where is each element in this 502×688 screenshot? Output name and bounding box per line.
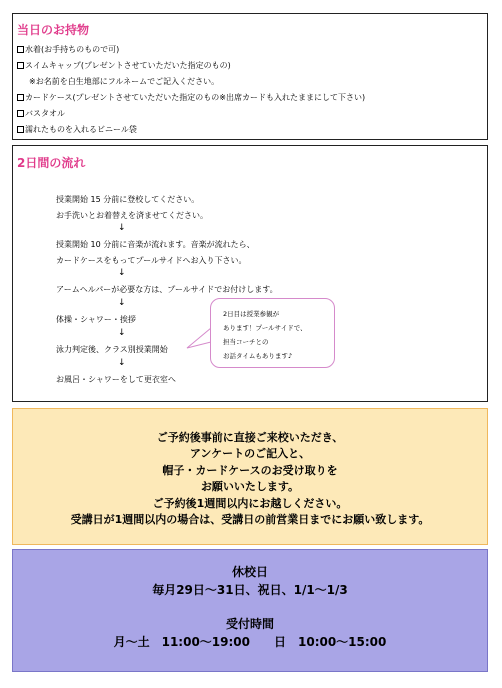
checkbox-icon [17,46,24,53]
flow-step: 泳力判定後、クラス別授業開始 [56,345,168,354]
notice-line: ご予約後事前に直接ご来校いただき、 [156,431,344,444]
belongings-title: 当日のお持物 [17,23,90,37]
notice-line: 受講日が1週間以内の場合は、受講日の前営業日までにお願い致します。 [70,513,430,526]
belongings-item: 濡れたものを入れるビニール袋 [17,124,137,136]
flow-step: カードケースをもってプールサイドへお入り下さい。 [56,256,247,265]
down-arrow-icon: ↓ [118,268,126,278]
belongings-box [12,13,488,140]
down-arrow-icon: ↓ [118,358,126,368]
flow-box [12,145,488,402]
flow-step: お風呂・シャワーをして更衣室へ [56,375,176,384]
belongings-item: 水着(お手持ちのもので可) [17,44,119,56]
checkbox-icon [17,62,24,69]
down-arrow-icon: ↓ [118,328,126,338]
notice-line: ご予約後1週間以内にお越しください。 [152,497,348,510]
flow-step: 授業開始 10 分前に音楽が流れます。音楽が流れたら、 [56,240,255,249]
belongings-item: スイムキャップ(プレゼントさせていただいた指定のもの) [17,60,231,72]
belongings-note: ※お名前を白生地部にフルネームでご記入ください。 [29,77,220,86]
closed-days-text: 毎月29日～31日、祝日、1/1～1/3 [152,583,348,597]
reservation-notice [12,408,488,545]
notice-line: お願いいたします。 [200,480,300,493]
reception-hours-title: 受付時間 [225,617,274,631]
down-arrow-icon: ↓ [118,223,126,233]
speech-bubble [210,298,335,368]
reception-hours-text: 月～土 11:00～19:00 日 10:00～15:00 [113,635,387,649]
notice-line: アンケートのご記入と、 [189,447,311,460]
flow-step: 授業開始 15 分前に登校してください。 [56,195,200,204]
bubble-line: 2日目は授業参観が [223,310,280,318]
bubble-line: 担当コーチとの [223,338,269,346]
closed-days-title: 休校日 [231,565,268,579]
checkbox-icon [17,126,24,133]
flow-step: アームヘルパーが必要な方は、プールサイドでお付けします。 [56,285,278,294]
belongings-item: カードケース(プレゼントさせていただいた指定のもの※出席カードも入れたままにして下さい) [17,92,365,104]
flow-step: お手洗いとお着替えを済ませてください。 [56,211,208,220]
checkbox-icon [17,110,24,117]
flow-title: 2日間の流れ [17,156,86,170]
school-info [12,549,488,672]
notice-line: 帽子・カードケースのお受け取りを [162,464,338,477]
flow-step: 体操・シャワー・挨拶 [56,315,136,324]
belongings-item: バスタオル [17,108,65,120]
down-arrow-icon: ↓ [118,298,126,308]
checkbox-icon [17,94,24,101]
bubble-line: お話タイムもあります♪ [223,352,293,360]
bubble-line: あります！プールサイドで、 [223,324,307,332]
